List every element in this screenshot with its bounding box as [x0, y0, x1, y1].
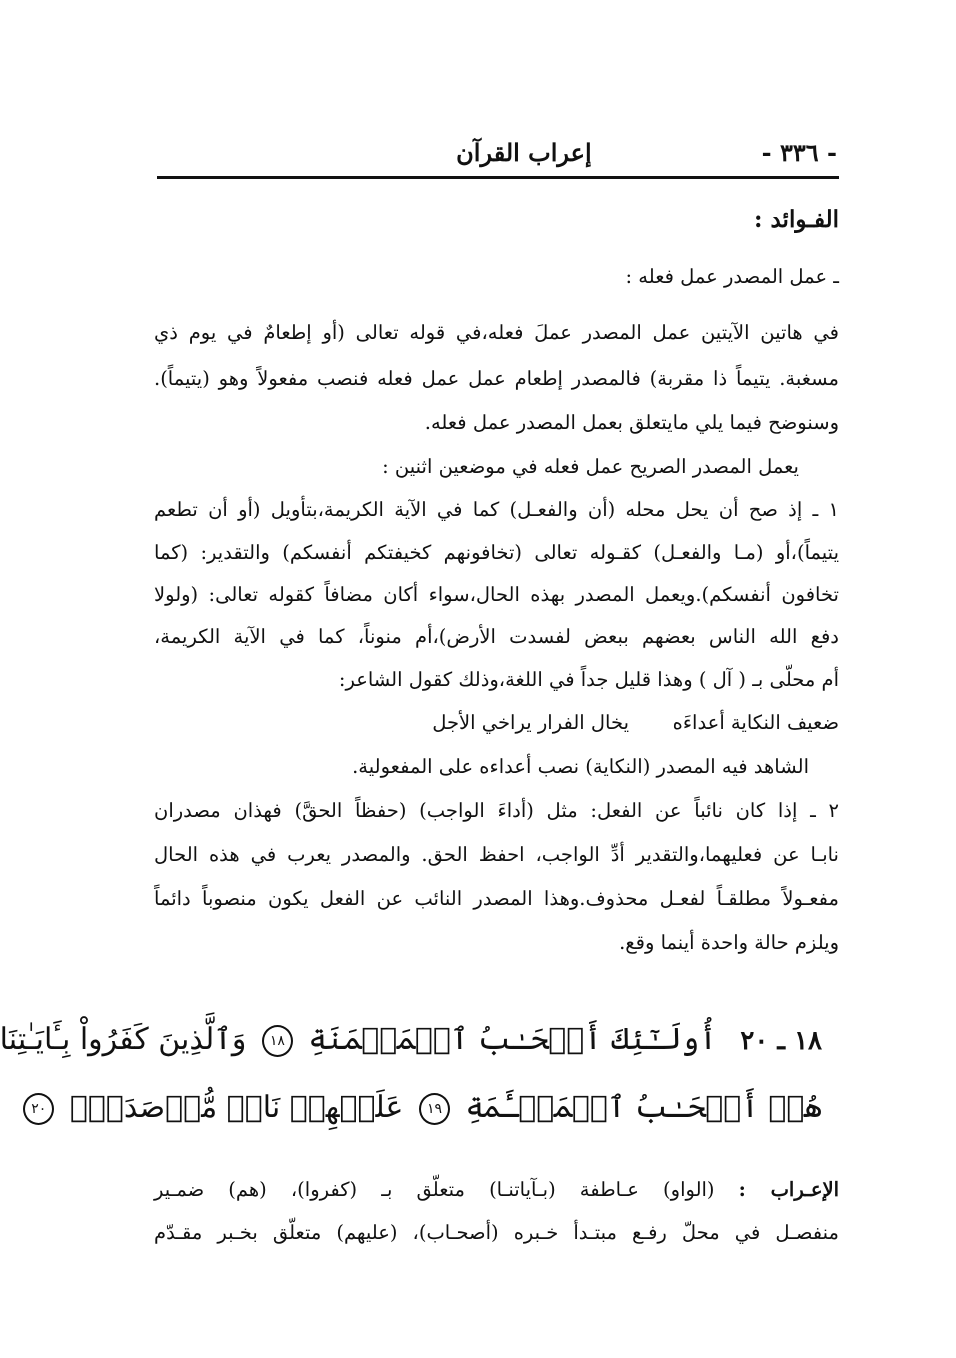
paragraph-line: وسنوضح فيما يلي مايتعلق بعمل المصدر عمل فعله.: [424, 411, 839, 434]
fawaid-subheading: ـ عمل المصدر عمل فعله :: [625, 265, 839, 288]
quran-verse-line-2: [31, 1086, 822, 1130]
verse-text: وَٱلَّذِينَ كَفَرُواْ بِـَٔايَـٰتِنَا: [0, 1022, 247, 1057]
poem-verse: [154, 708, 839, 738]
paragraph-line: ١ ـ إذ صح أن يحل محله (أن والفعـل) كما في الآية الكريمة،بتأويل (أو أن تطعم: [154, 498, 839, 521]
paragraph-line: في هاتين الآيتين عمل المصدر عملَ فعله،في قوله تعالى (أو إطعامٌ في يوم ذي: [154, 321, 840, 344]
verse-number: ١٨ ـ ٢٠: [740, 1026, 822, 1056]
ayah-marker: ١٩: [419, 1093, 450, 1125]
irab-line: منفصـل في محلّ رفـع مبتـدأ خـبره (أصحـاب)، (عليهم) متعلّق بخـبر مقـدّم: [154, 1221, 839, 1244]
quran-verse-line-1: [0, 1018, 822, 1063]
verse-text: عَلَيۡهِمۡ نَارٞ مُّؤۡصَدَةُۢ: [69, 1090, 404, 1125]
verse-text: هُمۡ أَصۡحَـٰبُ ٱلۡمَشۡـَٔمَةِ: [465, 1090, 822, 1125]
page-header: [157, 132, 837, 172]
paragraph-line: الشاهد فيه المصدر (النكاية) نصب أعداءه على المفعولية.: [352, 755, 809, 778]
paragraph-line: نابـا عن فعليهما،والتقدير أدِّ الواجب، احفظ الحق. والمصدر يعرب في هذه الحال: [154, 843, 839, 866]
ayah-marker: ٢٠: [23, 1093, 54, 1125]
irab-label: الإعـراب :: [738, 1178, 839, 1201]
paragraph-line: يعمل المصدر الصريح عمل فعله في موضعين اثنين :: [382, 455, 799, 478]
ayah-marker: ١٨: [262, 1025, 293, 1057]
irab-line: [154, 1175, 839, 1205]
header-rule: [157, 176, 839, 179]
paragraph-line: يتيماً)،أو (مـا والفعـل) كقـوله تعالى (تخافونهم كخيفتكم أنفسكم) والتقدير: (كما: [154, 541, 839, 564]
irab-text: (الواو) عـاطفة (بـآياتنـا) متعلّق بـ (كفروا)، (هم) ضمـير: [154, 1178, 715, 1201]
fawaid-heading: الفـوائد :: [753, 206, 839, 233]
paragraph-line: مفعـولاً مطلقـاً لفعـل محذوف.وهذا المصدر النائب عن الفعل يكون منصوباً دائماً: [154, 887, 839, 910]
verse-text: أُولَـٰٓئِكَ أَصۡحَـٰبُ ٱلۡمَيۡمَنَةِ: [308, 1022, 717, 1057]
paragraph-line: ٢ ـ إذا كان نائباً عن الفعل: مثل (أداءَ الواجب) (حفظاً الحقَّ) فهذان مصدران: [154, 799, 839, 822]
paragraph-line: تخافون أنفسكم).ويعمل المصدر بهذه الحال،سواء أكان مضافاً كقوله تعالى: (ولولا: [154, 583, 839, 606]
poem-hemistich-2: يخال الفرار يراخي الأجل: [432, 711, 629, 734]
poem-hemistich-1: ضعيف النكاية أعداءَه: [672, 711, 839, 734]
paragraph-line: أم محلّى بـ ( آل ) وهذا قليل جداً في اللغة،وذلك كقول الشاعر:: [338, 668, 839, 691]
paragraph-line: ويلزم حالة واحدة أينما وقع.: [619, 931, 839, 954]
page-number: - ٣٣٦ -: [761, 137, 837, 167]
paragraph-line: دفع الله الناس بعضهم ببعض لفسدت الأرض)،أم منوناً، كما في الآية الكريمة،: [154, 625, 839, 648]
paragraph-line: مسغبة. يتيماً ذا مقربة) فالمصدر إطعام عمل عمل فعله فنصب مفعولاً وهو (يتيماً).: [154, 367, 839, 390]
book-title: إعراب القرآن: [456, 137, 592, 167]
